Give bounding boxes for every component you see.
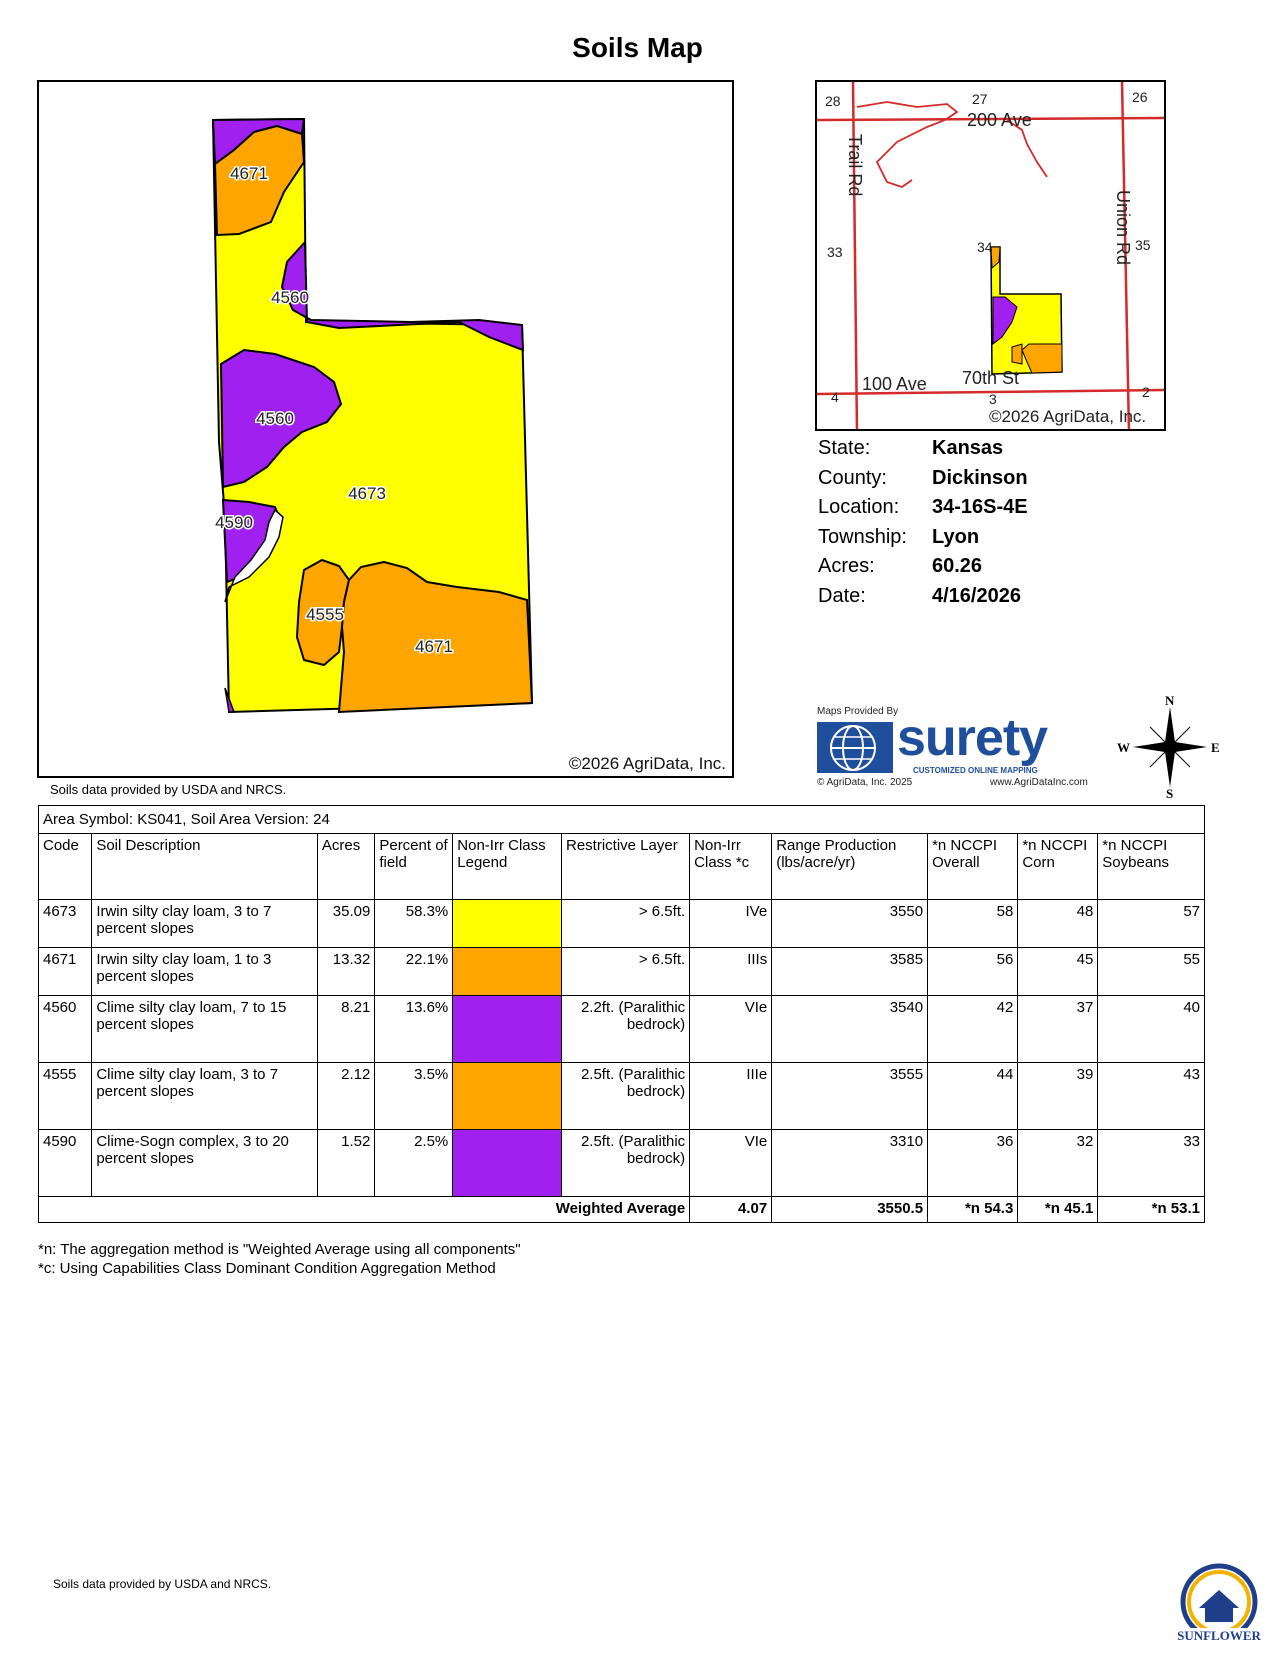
locator-field-orange-small [1012,344,1022,364]
info-key: Date: [818,584,866,607]
page-title: Soils Map [572,32,703,63]
compass-n: N [1165,695,1175,708]
cell-range-production: 3555 [772,1063,928,1130]
map-label-4590: 4590 [215,513,253,532]
map-label-4560-large: 4560 [256,409,294,428]
cell-nccpi-soybeans: 40 [1098,996,1205,1063]
weighted-corn: *n 45.1 [1018,1197,1098,1223]
weighted-overall: *n 54.3 [928,1197,1018,1223]
info-county [818,464,1028,494]
table-row [39,996,1205,1063]
map-label-4555: 4555 [306,605,344,624]
cell-class: VIe [690,1130,772,1197]
col-header: Non-Irr Class Legend [453,834,562,900]
section-3: 3 [989,391,997,407]
table-row [39,948,1205,996]
map-label-4560-upper: 4560 [271,288,309,307]
table-area-row [39,806,1205,834]
cell-range-production: 3550 [772,900,928,948]
road-label-70th-st: 70th St [962,368,1020,388]
col-header: *n NCCPI Overall [928,834,1018,900]
cell-nccpi-overall: 56 [928,948,1018,996]
info-value: Dickinson [932,466,1028,489]
section-4: 4 [831,389,839,405]
info-key: County: [818,466,887,489]
cell-nccpi-corn: 45 [1018,948,1098,996]
col-header: *n NCCPI Soybeans [1098,834,1205,900]
logo-tagline: CUSTOMIZED ONLINE MAPPING [913,766,1038,775]
compass-e: E [1211,740,1220,755]
logo-brand: surety [897,709,1048,767]
cell-restrictive-layer: > 6.5ft. [561,948,689,996]
creek [857,102,957,187]
cell-code: 4560 [39,996,92,1063]
cell-class: IVe [690,900,772,948]
map-label-4673: 4673 [348,484,386,503]
table-row [39,1130,1205,1197]
weighted-soy: *n 53.1 [1098,1197,1205,1223]
table-row [39,1063,1205,1130]
weighted-label: Weighted Average [39,1197,690,1223]
surety-logo [815,706,1105,791]
cell-percent: 3.5% [375,1063,453,1130]
cell-nccpi-corn: 32 [1018,1130,1098,1197]
section-33: 33 [827,244,843,260]
property-info [818,434,1028,611]
logo-url: www.AgriDataInc.com [990,777,1088,788]
col-header: Restrictive Layer [561,834,689,900]
cell-legend [453,948,562,996]
col-header: Code [39,834,92,900]
cell-description: Clime-Sogn complex, 3 to 20 percent slopes [92,1130,318,1197]
cell-nccpi-overall: 44 [928,1063,1018,1130]
info-key: State: [818,437,871,460]
cell-range-production: 3540 [772,996,928,1063]
globe-icon [815,720,895,775]
footnotes [38,1240,521,1278]
info-value: 34-16S-4E [932,496,1028,519]
cell-legend [453,1063,562,1130]
compass-w: W [1117,740,1130,755]
cell-restrictive-layer: 2.5ft. (Paralithic bedrock) [561,1063,689,1130]
map-label-4671-bottom: 4671 [415,637,453,656]
col-header: Acres [317,834,374,900]
cell-nccpi-overall: 58 [928,900,1018,948]
logo-maps-by: Maps Provided By [817,706,899,717]
footer-note: Soils data provided by USDA and NRCS. [53,1577,272,1591]
cell-legend [453,996,562,1063]
col-header: Soil Description [92,834,318,900]
cell-code: 4555 [39,1063,92,1130]
soils-table [38,805,1205,1223]
road-label-100-ave: 100 Ave [862,374,927,394]
section-35: 35 [1135,237,1151,253]
compass-s: S [1166,786,1174,800]
info-date [818,582,1028,612]
cell-nccpi-soybeans: 43 [1098,1063,1205,1130]
cell-code: 4590 [39,1130,92,1197]
sunflower-text: SUNFLOWER [1177,1628,1261,1643]
cell-percent: 58.3% [375,900,453,948]
cell-acres: 35.09 [317,900,374,948]
cell-code: 4671 [39,948,92,996]
cell-nccpi-overall: 36 [928,1130,1018,1197]
compass-rose-icon [1115,695,1225,800]
cell-restrictive-layer: 2.2ft. (Paralithic bedrock) [561,996,689,1063]
cell-code: 4673 [39,900,92,948]
section-34: 34 [977,239,993,255]
road-label-200-ave: 200 Ave [967,110,1032,130]
cell-percent: 2.5% [375,1130,453,1197]
cell-restrictive-layer: 2.5ft. (Paralithic bedrock) [561,1130,689,1197]
info-state [818,434,1028,464]
cell-nccpi-soybeans: 57 [1098,900,1205,948]
road-label-union-rd: Union Rd [1113,190,1133,266]
area-symbol: Area Symbol: KS041, Soil Area Version: 24 [39,806,1205,834]
cell-percent: 13.6% [375,996,453,1063]
weighted-class: 4.07 [690,1197,772,1223]
cell-legend [453,900,562,948]
cell-acres: 8.21 [317,996,374,1063]
cell-nccpi-corn: 37 [1018,996,1098,1063]
table-row [39,900,1205,948]
cell-nccpi-overall: 42 [928,996,1018,1063]
cell-class: IIIs [690,948,772,996]
locator-map-canvas [817,82,1166,431]
table-header-row [39,834,1205,900]
cell-range-production: 3585 [772,948,928,996]
info-location [818,493,1028,523]
cell-nccpi-corn: 48 [1018,900,1098,948]
cell-class: IIIe [690,1063,772,1130]
col-header: Percent of field [375,834,453,900]
locator-map[interactable] [815,80,1166,431]
cell-description: Irwin silty clay loam, 1 to 3 percent slopes [92,948,318,996]
cell-description: Clime silty clay loam, 3 to 7 percent slopes [92,1063,318,1130]
info-key: Location: [818,496,900,519]
sunflower-logo [1172,1560,1267,1648]
cell-nccpi-corn: 39 [1018,1063,1098,1130]
cell-description: Irwin silty clay loam, 3 to 7 percent slopes [92,900,318,948]
info-value: 4/16/2026 [932,584,1021,607]
locator-copyright: ©2026 AgriData, Inc. [989,407,1147,426]
soils-map[interactable] [37,80,734,778]
col-header: *n NCCPI Corn [1018,834,1098,900]
col-header: Range Production (lbs/acre/yr) [772,834,928,900]
cell-acres: 2.12 [317,1063,374,1130]
road-label-trail-rd: Trail Rd [845,134,865,197]
soils-map-canvas [39,82,734,778]
info-township [818,523,1028,553]
map-label-4671-top: 4671 [230,164,268,183]
cell-acres: 1.52 [317,1130,374,1197]
section-27: 27 [972,91,988,107]
cell-percent: 22.1% [375,948,453,996]
weighted-average-row [39,1197,1205,1223]
info-value: Lyon [932,525,980,548]
section-28: 28 [825,93,841,109]
cell-nccpi-soybeans: 33 [1098,1130,1205,1197]
info-key: Acres: [818,555,875,578]
logo-copyright: © AgriData, Inc. 2025 [817,777,913,788]
info-acres [818,552,1028,582]
info-value: Kansas [932,437,1004,460]
cell-nccpi-soybeans: 55 [1098,948,1205,996]
info-key: Township: [818,525,907,548]
col-header: Non-Irr Class *c [690,834,772,900]
cell-range-production: 3310 [772,1130,928,1197]
cell-restrictive-layer: > 6.5ft. [561,900,689,948]
cell-description: Clime silty clay loam, 7 to 15 percent slopes [92,996,318,1063]
cell-class: VIe [690,996,772,1063]
footnote-c: *c: Using Capabilities Class Dominant Condition Aggregation Method [38,1260,496,1277]
source-note: Soils data provided by USDA and NRCS. [50,782,287,797]
weighted-range: 3550.5 [772,1197,928,1223]
map-copyright: ©2026 AgriData, Inc. [568,754,726,773]
footnote-n: *n: The aggregation method is "Weighted Average using all components" [38,1241,521,1258]
cell-acres: 13.32 [317,948,374,996]
cell-legend [453,1130,562,1197]
info-value: 60.26 [932,555,983,578]
section-2: 2 [1142,384,1150,400]
section-26: 26 [1132,89,1148,105]
